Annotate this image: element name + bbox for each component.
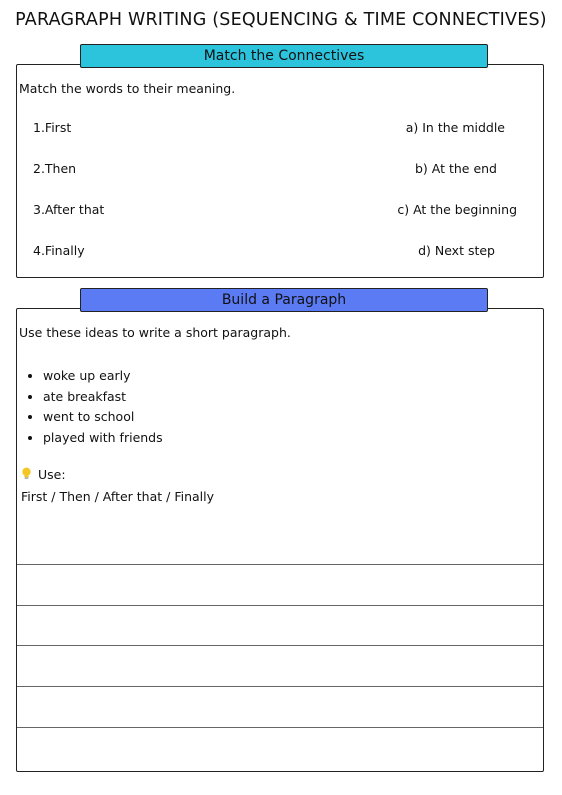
match-word: 4.Finally [33, 243, 85, 258]
match-instruction: Match the words to their meaning. [19, 81, 236, 96]
idea-item: • went to school [43, 407, 163, 428]
match-section [16, 64, 544, 278]
connectives-hint: First / Then / After that / Finally [21, 489, 215, 504]
tip [21, 467, 66, 482]
writing-line[interactable] [17, 686, 543, 687]
match-meaning: c) At the beginning [397, 202, 517, 217]
match-word: 2.Then [33, 161, 77, 176]
idea-item: • played with friends [43, 428, 163, 449]
tip-label: Use: [38, 467, 66, 482]
match-meaning: d) Next step [418, 243, 495, 258]
match-word: 1.First [33, 120, 72, 135]
lightbulb-icon [21, 467, 32, 482]
build-instruction: Use these ideas to write a short paragraph. [19, 325, 291, 340]
match-section-header: Match the Connectives [80, 44, 488, 68]
match-word: 3.After that [33, 202, 105, 217]
writing-line[interactable] [17, 727, 543, 728]
writing-line[interactable] [17, 645, 543, 646]
match-row [17, 120, 545, 138]
match-row [17, 202, 545, 220]
match-row [17, 243, 545, 261]
writing-line[interactable] [17, 564, 543, 565]
idea-list [25, 366, 163, 448]
build-section-header: Build a Paragraph [80, 288, 488, 312]
idea-item: • woke up early [43, 366, 163, 387]
page-title: PARAGRAPH WRITING (SEQUENCING & TIME CONNECTIVES) [15, 10, 547, 30]
writing-line[interactable] [17, 605, 543, 606]
idea-item: • ate breakfast [43, 387, 163, 408]
match-meaning: b) At the end [414, 161, 497, 176]
match-row [17, 161, 545, 179]
build-section [16, 308, 544, 772]
match-meaning: a) In the middle [405, 120, 505, 135]
